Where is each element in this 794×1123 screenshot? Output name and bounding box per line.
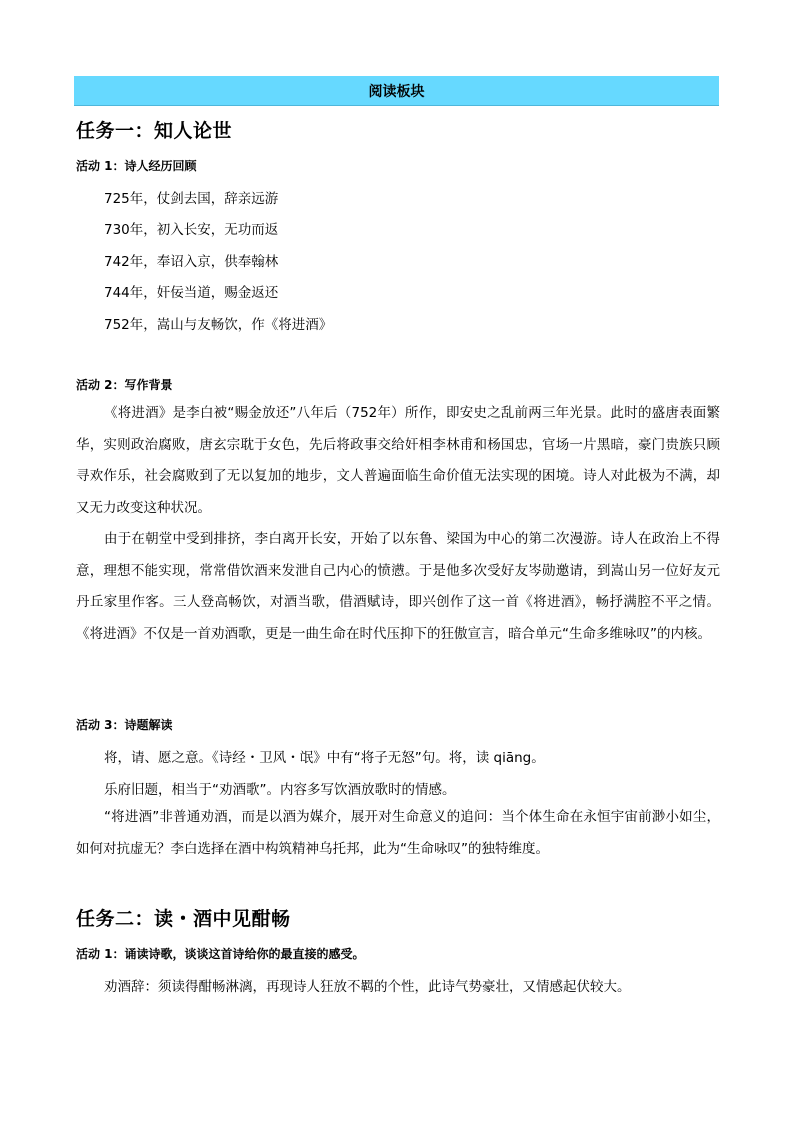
- title-explanation-line: 乐府旧题，相当于“劝酒歌”。内容多写饮酒放歌时的情感。: [104, 782, 456, 798]
- task2-title: 任务二：读・酒中见酣畅: [76, 908, 291, 930]
- task1-title: 任务一：知人论世: [76, 120, 233, 142]
- task1-activity3-label: 活动 3：诗题解读: [76, 718, 173, 732]
- task2-activity1-label: 活动 1：诵读诗歌，谈谈这首诗给你的最直接的感受。: [76, 947, 365, 961]
- timeline-item: 744年，奸佞当道，赐金返还: [104, 285, 279, 301]
- task1-activity1-label: 活动 1：诗人经历回顾: [76, 159, 197, 173]
- task1-activity2-label: 活动 2：写作背景: [76, 378, 173, 392]
- timeline-item: 730年，初入长安，无功而返: [104, 222, 279, 238]
- section-banner: [74, 76, 719, 106]
- timeline-item: 742年，奉诏入京，供奉翰林: [104, 254, 279, 270]
- background-paragraph: 《将进酒》是李白被“赐金放还”八年后（752年）所作，即安史之乱前两三年光景。此时的盛唐表面繁华，实则政治腐败，唐玄宗耽于女色，先后将政事交给奸相李林甫和杨国忠，官场一片黑暗，豪门贵族只顾寻欢作乐，社会腐败到了无以复加的地步，文人普遍面临生命价值无法实现的困境。诗人对此极为不满，却又无力改变这种状况。: [76, 405, 720, 516]
- timeline-item: 725年，仗剑去国，辞亲远游: [104, 191, 279, 207]
- title-explanation-line: 将，请、愿之意。《诗经・卫风・氓》中有“将子无怒”句。将，读 qiāng。: [104, 750, 545, 766]
- background-paragraph: 由于在朝堂中受到排挤，李白离开长安，开始了以东鲁、梁国为中心的第二次漫游。诗人在政治上不得意，理想不能实现，常常借饮酒来发泄自己内心的愤懑。于是他多次受好友岑勋邀请，到嵩山另一位好友元丹丘家里作客。三人登高畅饮，对酒当歌，借酒赋诗，即兴创作了这一首《将进酒》，畅抒满腔不平之情。《将进酒》不仅是一首劝酒歌，更是一曲生命在时代压抑下的狂傲宣言，暗合单元“生命多维咏叹”的内核。: [76, 531, 720, 642]
- timeline-item: 752年，嵩山与友畅饮，作《将进酒》: [104, 317, 333, 333]
- banner-title: 阅读板块: [368, 83, 425, 100]
- recitation-guidance-line: 劝酒辞：须读得酣畅淋漓，再现诗人狂放不羁的个性，此诗气势豪壮，又情感起伏较大。: [104, 979, 631, 995]
- title-explanation-paragraph: “将进酒”非普通劝酒，而是以酒为媒介，展开对生命意义的追问：当个体生命在永恒宇宙前渺小如尘，如何对抗虚无？李白选择在酒中构筑精神乌托邦，此为“生命咏叹”的独特维度。: [76, 809, 720, 857]
